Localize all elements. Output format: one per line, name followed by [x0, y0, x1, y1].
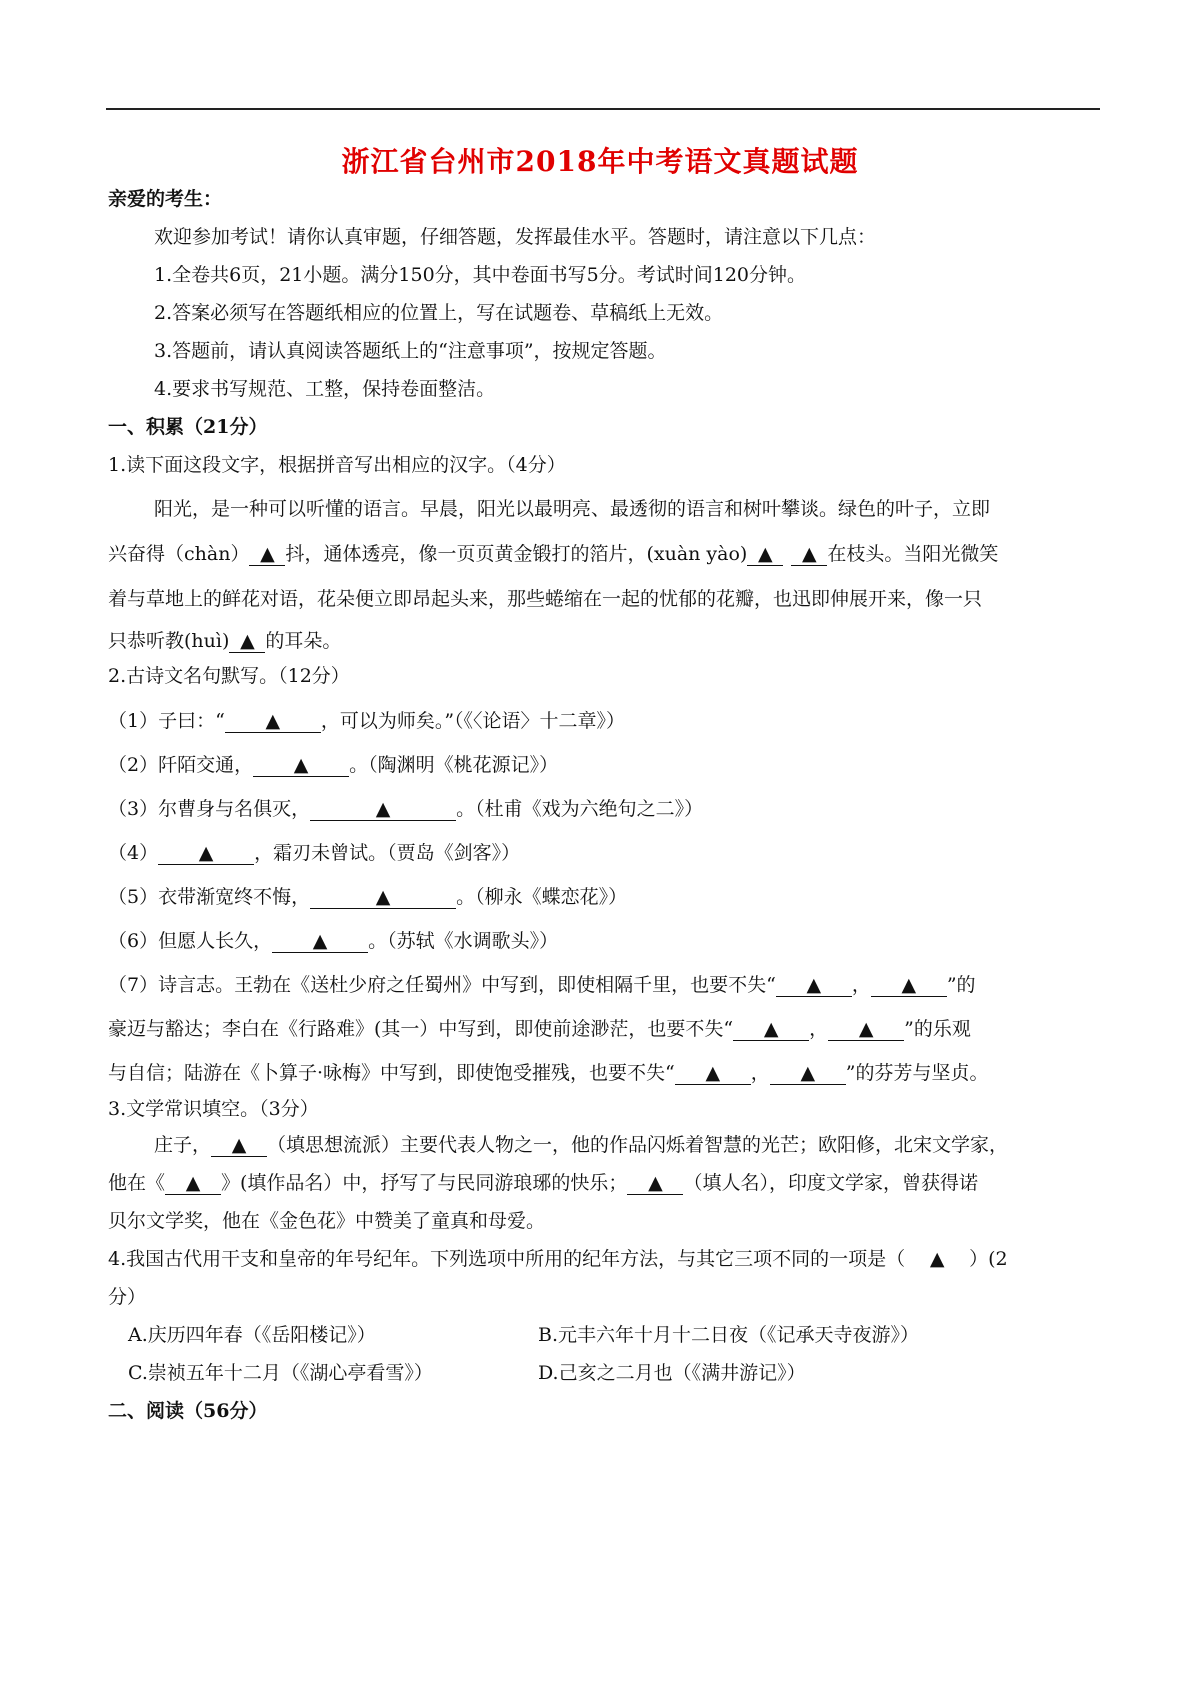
answer-blank[interactable]: ▲ — [253, 754, 349, 777]
rule-2: 2.答案必须写在答题纸相应的位置上，写在试题卷、草稿纸上无效。 — [154, 302, 724, 324]
q2-item-2: （2）阡陌交通， ▲ 。（陶渊明《桃花源记》） — [108, 754, 559, 776]
answer-blank[interactable]: ▲ — [747, 543, 783, 566]
top-rule — [106, 108, 1100, 110]
q4-option-b: B.元丰六年十月十二日夜（《记承天寺夜游》） — [538, 1324, 920, 1346]
q4-option-c: C.崇祯五年十二月（《湖心亭看雪》） — [128, 1362, 433, 1384]
q2-item-1: （1）子曰：“ ▲ ，可以为师矣。”（《〈论语〉十二章》） — [108, 710, 626, 732]
answer-blank[interactable]: ▲ — [310, 886, 456, 909]
answer-blank[interactable]: ▲ — [791, 543, 827, 566]
q1-line-4: 只恭听教(huì) ▲ 的耳朵。 — [108, 630, 342, 652]
q4-stem-cont: 分） — [108, 1286, 147, 1308]
q4-stem: 4.我国古代用干支和皇帝的年号纪年。下列选项中所用的纪年方法，与其它三项不同的一项是（ ▲ ）(2 — [108, 1248, 1008, 1270]
page-title: 浙江省台州市2018年中考语文真题试题 — [341, 145, 859, 178]
q2-item-7-line-1: （7）诗言志。王勃在《送杜少府之任蜀州》中写到，即使相隔千里，也要不失“ ▲ ， ▲ ”的 — [108, 974, 976, 996]
answer-blank[interactable]: ▲ — [158, 842, 254, 865]
answer-blank[interactable]: ▲ — [770, 1062, 846, 1085]
q3-line-2: 他在《 ▲ 》(填作品名）中，抒写了与民同游琅琊的快乐； ▲ （填人名），印度文学家，曾获得诺 — [108, 1172, 978, 1194]
q3-line-1: 庄子， ▲ （填思想流派）主要代表人物之一，他的作品闪烁着智慧的光芒；欧阳修，北宋文学家， — [154, 1134, 1009, 1156]
q1-line-3: 着与草地上的鲜花对语，花朵便立即昂起头来，那些蜷缩在一起的忧郁的花瓣，也迅即伸展开来，像一只 — [108, 588, 983, 610]
answer-blank[interactable]: ▲ — [211, 1134, 267, 1157]
intro: 欢迎参加考试！请你认真审题，仔细答题，发挥最佳水平。答题时，请注意以下几点： — [154, 226, 877, 248]
q4-option-a: A.庆历四年春（《岳阳楼记》） — [128, 1324, 376, 1346]
greeting: 亲爱的考生： — [108, 188, 223, 210]
answer-blank[interactable]: ▲ — [272, 930, 368, 953]
answer-blank[interactable]: ▲ — [225, 710, 321, 733]
q3-line-3: 贝尔文学奖，他在《金色花》中赞美了童真和母爱。 — [108, 1210, 546, 1232]
rule-1: 1.全卷共6页，21小题。满分150分，其中卷面书写5分。考试时间120分钟。 — [154, 264, 807, 286]
answer-blank[interactable]: ▲ — [229, 630, 265, 653]
answer-blank[interactable]: ▲ — [627, 1172, 683, 1195]
rule-3: 3.答题前，请认真阅读答题纸上的“注意事项”，按规定答题。 — [154, 340, 667, 362]
section-1-heading: 一、积累（21分） — [108, 416, 268, 438]
q2-item-5: （5）衣带渐宽终不悔， ▲ 。（柳永《蝶恋花》） — [108, 886, 628, 908]
q1-stem: 1.读下面这段文字，根据拼音写出相应的汉字。（4分） — [108, 454, 566, 476]
q2-item-3: （3）尔曹身与名俱灭， ▲ 。（杜甫《戏为六绝句之二》） — [108, 798, 704, 820]
q2-item-7-line-3: 与自信；陆游在《卜算子·咏梅》中写到，即使饱受摧残，也要不失“ ▲ ， ▲ ”的芬芳与坚贞。 — [108, 1062, 989, 1084]
q2-item-6: （6）但愿人长久， ▲ 。（苏轼《水调歌头》） — [108, 930, 559, 952]
answer-blank[interactable]: ▲ — [871, 974, 947, 997]
answer-choice-blank[interactable]: ▲ — [929, 1248, 945, 1270]
answer-blank[interactable]: ▲ — [249, 543, 285, 566]
answer-blank[interactable]: ▲ — [776, 974, 852, 997]
answer-blank[interactable]: ▲ — [828, 1018, 904, 1041]
q1-line-2: 兴奋得（chàn） ▲ 抖，通体透亮，像一页页黄金锻打的箔片，(xuàn yào) ▲ ▲ 在枝头。当阳光微笑 — [108, 543, 999, 565]
q4-option-d: D.己亥之二月也（《满井游记》） — [538, 1362, 806, 1384]
answer-blank[interactable]: ▲ — [733, 1018, 809, 1041]
q2-stem: 2.古诗文名句默写。（12分） — [108, 665, 350, 687]
answer-blank[interactable]: ▲ — [165, 1172, 221, 1195]
q1-line-1: 阳光，是一种可以听懂的语言。早晨，阳光以最明亮、最透彻的语言和树叶攀谈。绿色的叶子，立即 — [154, 498, 991, 520]
rule-4: 4.要求书写规范、工整，保持卷面整洁。 — [154, 378, 496, 400]
answer-blank[interactable]: ▲ — [675, 1062, 751, 1085]
answer-blank[interactable]: ▲ — [310, 798, 456, 821]
q2-item-7-line-2: 豪迈与豁达；李白在《行路难》(其一）中写到，即使前途渺茫，也要不失“ ▲ ， ▲ ”的乐观 — [108, 1018, 971, 1040]
section-2-heading: 二、阅读（56分） — [108, 1400, 268, 1422]
q3-stem: 3.文学常识填空。（3分） — [108, 1098, 319, 1120]
q2-item-4: （4） ▲ ，霜刃未曾试。（贾岛《剑客》） — [108, 842, 521, 864]
